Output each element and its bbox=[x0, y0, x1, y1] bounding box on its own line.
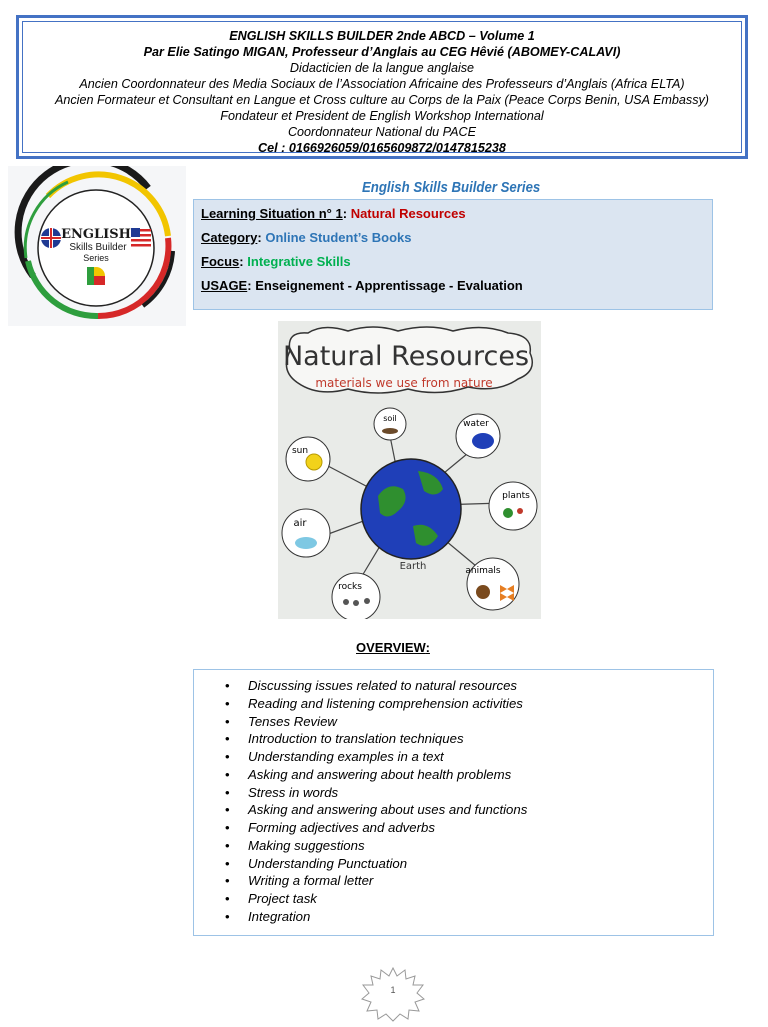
list-item: • Reading and listening comprehension activities bbox=[225, 695, 523, 711]
learning-situation-line bbox=[201, 206, 466, 221]
overview-heading-text: OVERVIEW bbox=[356, 640, 426, 655]
list-item: • Asking and answering about uses and functions bbox=[225, 802, 528, 818]
list-item: • Introduction to translation techniques bbox=[225, 731, 464, 747]
focus-value: Integrative Skills bbox=[247, 254, 351, 269]
focus-label: Focus bbox=[201, 254, 240, 269]
list-item: • Making suggestions bbox=[225, 837, 365, 853]
overview-list-box bbox=[193, 669, 714, 936]
list-item: • Integration bbox=[225, 908, 311, 924]
category-colon: : bbox=[257, 230, 262, 245]
series-logo bbox=[8, 166, 186, 326]
header-phone: Cel : 0166926059/0165609872/0147815238 bbox=[258, 141, 506, 155]
poster-item-sun: sun bbox=[291, 446, 309, 456]
list-item: • Understanding examples in a text bbox=[225, 749, 444, 764]
focus-colon: : bbox=[239, 254, 244, 269]
learning-info-box bbox=[193, 199, 713, 310]
list-item: • Project task bbox=[225, 891, 317, 906]
poster-item-water: water bbox=[463, 419, 489, 429]
learning-situation-value: Natural Resources bbox=[350, 206, 466, 221]
header-line-6: Fondateur et President de English Workshop International bbox=[220, 109, 544, 123]
benin-flag-icon bbox=[87, 267, 105, 285]
header-line-5: Ancien Formateur et Consultant en Langue et Cross culture au Corps de la Paix (Peace Corps Benin, USA Embassy) bbox=[54, 93, 710, 107]
poster-item-air: air bbox=[293, 518, 307, 529]
list-item: • Writing a formal letter bbox=[225, 873, 374, 889]
poster-item-rocks: rocks bbox=[338, 582, 362, 592]
uk-flag-icon bbox=[41, 228, 61, 248]
category-line bbox=[201, 230, 411, 245]
list-item: • Asking and answering about health problems bbox=[225, 766, 512, 782]
header-box bbox=[16, 15, 748, 159]
usage-line bbox=[201, 278, 523, 293]
list-item: • Discussing issues related to natural resources bbox=[225, 678, 518, 693]
poster-item-plants: plants bbox=[502, 491, 530, 501]
list-item: • Tenses Review bbox=[225, 713, 337, 729]
logo-word-series: Series bbox=[83, 253, 109, 263]
list-item: • Forming adjectives and adverbs bbox=[225, 820, 435, 835]
learning-situation-colon: : bbox=[342, 206, 348, 221]
overview-heading bbox=[356, 640, 430, 655]
logo-word-skills: Skills Builder bbox=[69, 242, 127, 253]
poster-subtitle: materials we use from nature bbox=[315, 376, 493, 390]
poster-title: Natural Resources bbox=[282, 341, 530, 372]
us-flag-icon bbox=[131, 228, 151, 248]
header-author: Par Elie Satingo MIGAN, Professeur d’Anglais au CEG Hêvié (ABOMEY-CALAVI) bbox=[143, 45, 621, 59]
poster-center-label: Earth bbox=[399, 561, 427, 572]
poster-item-soil: soil bbox=[383, 414, 397, 423]
page-number-badge bbox=[360, 966, 426, 1022]
overview-heading-colon: : bbox=[425, 640, 430, 655]
learning-situation-label: Learning Situation n° 1 bbox=[201, 206, 343, 221]
header-inner bbox=[22, 21, 742, 153]
list-item: • Understanding Punctuation bbox=[225, 855, 408, 871]
header-title: ENGLISH SKILLS BUILDER 2nde ABCD – Volume 1 bbox=[229, 29, 535, 43]
page-number: 1 bbox=[390, 985, 396, 995]
poster-item-animals: animals bbox=[465, 566, 501, 576]
category-value: Online Student’s Books bbox=[265, 230, 412, 245]
overview-list bbox=[194, 677, 713, 926]
usage-colon: : bbox=[247, 278, 252, 293]
focus-line bbox=[201, 254, 351, 269]
usage-value: Enseignement - Apprentissage - Evaluation bbox=[255, 278, 523, 293]
earth-globe-icon bbox=[361, 459, 461, 559]
list-item: • Stress in words bbox=[225, 784, 339, 800]
natural-resources-poster bbox=[278, 321, 541, 619]
header-line-4: Ancien Coordonnateur des Media Sociaux de l’Association Africaine des Professeurs d’Anglais (Africa ELTA) bbox=[79, 77, 685, 91]
usage-label: USAGE bbox=[201, 278, 248, 293]
series-title: English Skills Builder Series bbox=[362, 179, 541, 196]
header-line-3: Didacticien de la langue anglaise bbox=[289, 61, 475, 75]
header-line-7: Coordonnateur National du PACE bbox=[287, 125, 477, 139]
logo-word-english: ENGLISH bbox=[61, 227, 131, 242]
category-label: Category bbox=[201, 230, 258, 245]
